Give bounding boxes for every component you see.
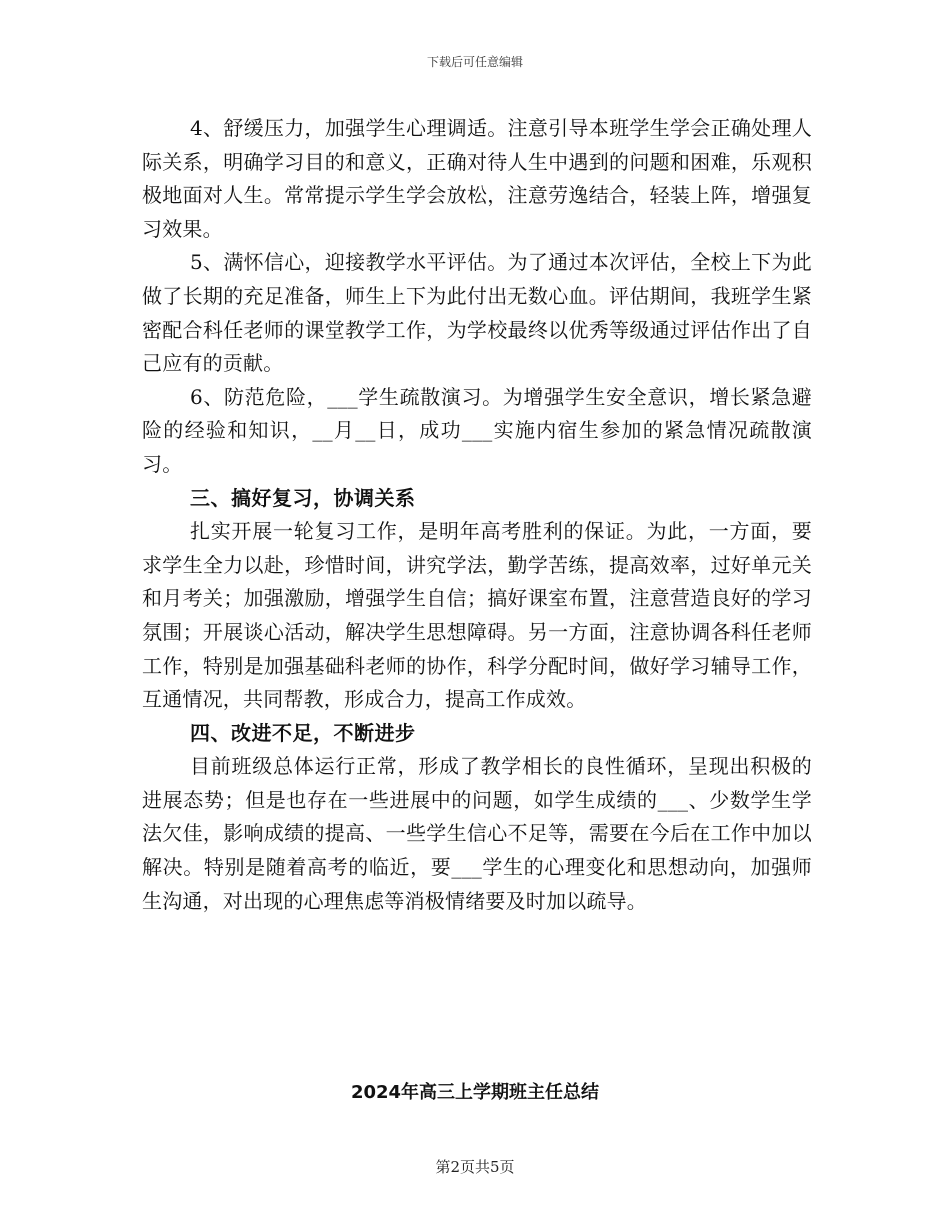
section-heading-4: 四、改进不足，不断进步 [190, 720, 416, 745]
document-body [142, 112, 812, 918]
section-heading-3: 三、搞好复习，协调关系 [190, 485, 416, 510]
paragraph-review-work: 扎实开展一轮复习工作，是明年高考胜利的保证。为此，一方面，要求学生全力以赴，珍惜时间，讲究学法，勤学苦练，提高效率，过好单元关和月考关；加强激励，增强学生自信；搞好课室布置，注意营造良好的学习氛围；开展谈心活动，解决学生思想障碍。另一方面，注意协调各科任老师工作，特别是加强基础科老师的协作，科学分配时间，做好学习辅导工作，互通情况，共同帮教，形成合力，提高工作成效。 [142, 519, 812, 712]
paragraph-item-4: 4、舒缓压力，加强学生心理调适。注意引导本班学生学会正确处理人际关系，明确学习目的和意义，正确对待人生中遇到的问题和困难，乐观积极地面对人生。常常提示学生学会放松，注意劳逸结合，轻装上阵，增强复习效果。 [142, 116, 812, 241]
page-header: 下载后可任意编辑 [426, 55, 523, 69]
page-footer: 第2页共5页 [435, 1158, 515, 1176]
paragraph-item-5: 5、满怀信心，迎接教学水平评估。为了通过本次评估，全校上下为此做了长期的充足准备，师生上下为此付出无数心血。评估期间，我班学生紧密配合科任老师的课堂教学工作，为学校最终以优秀等级通过评估作出了自己应有的贡献。 [142, 250, 812, 376]
paragraph-item-6: 6、防范危险，___学生疏散演习。为增强学生安全意识，增长紧急避险的经验和知识，__月__日，成功___实施内宿生参加的紧急情况疏散演习。 [142, 384, 812, 476]
document-title: 2024年高三上学期班主任总结 [350, 1082, 600, 1103]
paragraph-improvements: 目前班级总体运行正常，形成了教学相长的良性循环，呈现出积极的进展态势；但是也存在一些进展中的问题，如学生成绩的___、少数学生学法欠佳，影响成绩的提高、一些学生信心不足等，需要在今后在工作中加以解决。特别是随着高考的临近，要___学生的心理变化和思想动向，加强师生沟通，对出现的心理焦虑等消极情绪要及时加以疏导。 [142, 754, 812, 913]
